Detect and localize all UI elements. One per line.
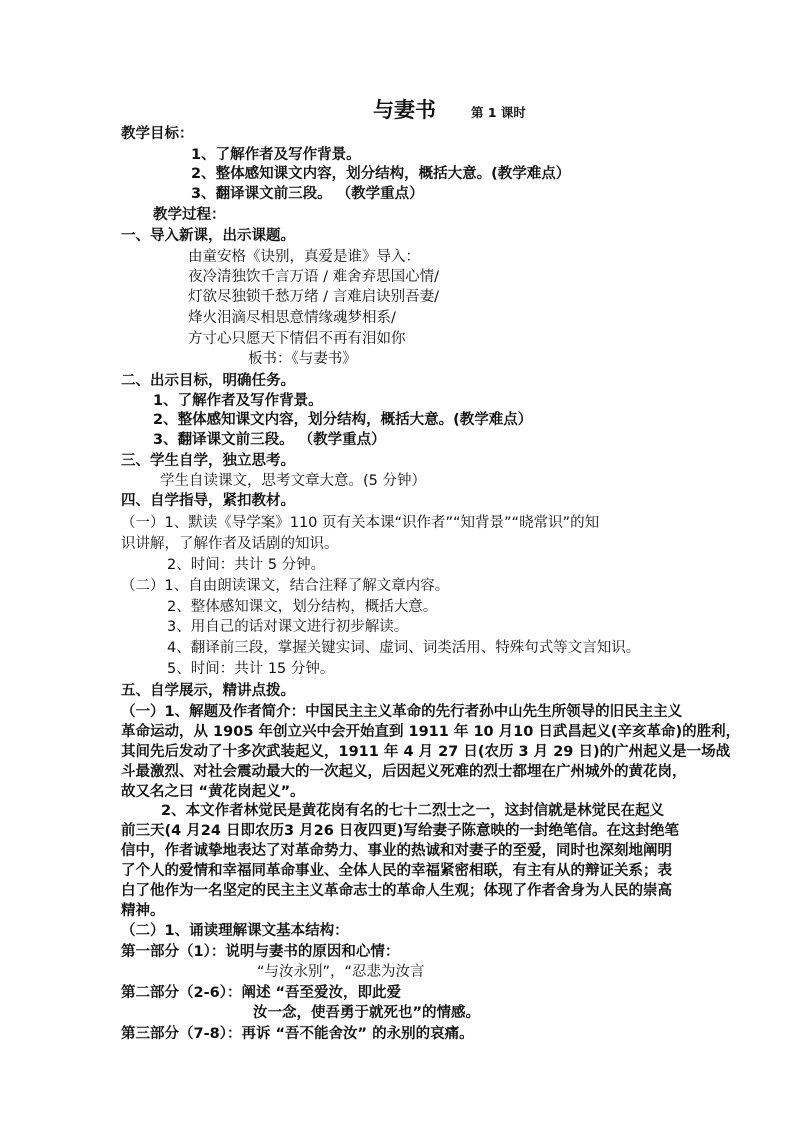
goal-item: 1、了解作者及写作背景。 — [153, 393, 323, 409]
paragraph-line: 白了他作为一名坚定的民主主义革命志士的革命人生观；体现了作者舍身为人民的崇高 — [121, 883, 672, 899]
lyric-line: 烽火泪滴尽相思意情缘魂梦相系/ — [188, 310, 396, 326]
paragraph-line: 革命运动，从 1905 年创立兴中会开始直到 1911 年 10 月10 日武昌起义(辛亥革命)的胜利， — [121, 724, 741, 740]
goal-item: 3、翻译课文前三段。 （教学重点） — [191, 186, 424, 202]
section-heading: 五、自学展示，精讲点拨。 — [121, 683, 295, 699]
page-title: 与妻书 — [373, 98, 436, 122]
paragraph-line: 2、本文作者林觉民是黄花岗有名的七十二烈士之一，这封信就是林觉民在起义 — [161, 803, 665, 819]
lesson-label: 第 1 课时 — [471, 105, 526, 120]
goals-label: 教学目标： — [121, 126, 194, 142]
lyric-line: 灯欲尽独锁千愁万绪 / 言难启诀别吾妻/ — [188, 289, 439, 305]
section-heading: 三、学生自学，独立思考。 — [121, 453, 295, 469]
goal-item: 1、了解作者及写作背景。 — [191, 147, 361, 163]
process-label: 教学过程： — [153, 207, 226, 223]
goal-item: 3、翻译课文前三段。 （教学重点） — [153, 432, 386, 448]
body-text: 3、用自己的话对课文进行初步解读。 — [167, 619, 409, 635]
body-text: 2、时间：共计 5 分钟。 — [167, 557, 326, 573]
body-text: 2、整体感知课文，划分结构，概括大意。 — [167, 599, 438, 615]
structure-part: 第一部分（1）：说明与妻书的原因和心情： — [121, 944, 400, 960]
structure-part: 第二部分（2-6）：阐述 “吾至爱汝，即此爱 — [121, 985, 402, 1001]
structure-part: 第三部分（7-8）：再诉 “吾不能舍汝” 的永别的哀痛。 — [121, 1026, 474, 1042]
structure-quote: “与汝永别”，“忍悲为汝言 — [257, 964, 425, 980]
body-text: 4、翻译前三段，掌握关键实词、虚词、词类活用、特殊句式等文言知识。 — [167, 640, 641, 656]
lyric-line: 方寸心只愿天下情侣不再有泪如你 — [188, 331, 406, 347]
section-heading: 一、导入新课，出示课题。 — [121, 228, 295, 244]
structure-quote: 汝一念，使吾勇于就死也”的情感。 — [253, 1005, 481, 1021]
board-text: 板书：《与妻书》 — [248, 351, 357, 367]
body-text: 5、时间：共计 15 分钟。 — [167, 661, 335, 677]
paragraph-line: 其间先后发动了十多次武装起义，1911 年 4 月 27 日(农历 3 月 29 日)的广州起义是一场战 — [121, 744, 731, 760]
section-heading: 二、出示目标，明确任务。 — [121, 373, 295, 389]
goal-item: 2、整体感知课文内容，划分结构，概括大意。(教学难点） — [191, 166, 571, 182]
paragraph-line: 前三天(4 月24 日即农历3 月26 日夜四更)写给妻子陈意映的一封绝笔信。在这封绝笔 — [121, 823, 679, 839]
body-text: 识讲解，了解作者及话剧的知识。 — [121, 536, 339, 552]
body-text: （一）1、默读《导学案》110 页有关本课“识作者”“知背景”“晓常识”的知 — [121, 515, 600, 531]
paragraph-line: 信中，作者诚挚地表达了对革命势力、事业的热诚和对妻子的至爱，同时也深刻地阐明 — [121, 843, 672, 859]
lyric-line: 夜冷清独饮千言万语 / 难舍弃思国心情/ — [188, 269, 439, 285]
section-heading: 四、自学指导，紧扣教材。 — [121, 493, 295, 509]
body-text: 学生自读课文，思考文章大意。(5 分钟） — [160, 473, 426, 489]
paragraph-line: 故又名之曰 “黄花岗起义”。 — [121, 784, 305, 800]
body-text: （二）1、自由朗读课文，结合注释了解文章内容。 — [121, 578, 450, 594]
structure-heading: （二）1、诵读理解课文基本结构： — [121, 923, 349, 939]
paragraph-line: 斗最激烈、对社会震动最大的一次起义，后因起义死难的烈士都埋在广州城外的黄花岗， — [121, 764, 687, 780]
paragraph-line: （一）1、解题及作者简介：中国民主主义革命的先行者孙中山先生所领导的旧民主主义 — [121, 704, 683, 720]
paragraph-line: 了个人的爱情和幸福同革命事业、全体人民的幸福紧密相联，有主有从的辩证关系；表 — [121, 863, 672, 879]
paragraph-line: 精神。 — [121, 903, 165, 919]
goal-item: 2、整体感知课文内容，划分结构，概括大意。(教学难点） — [153, 412, 533, 428]
intro-text: 由童安格《诀别，真爱是谁》导入： — [188, 249, 420, 265]
